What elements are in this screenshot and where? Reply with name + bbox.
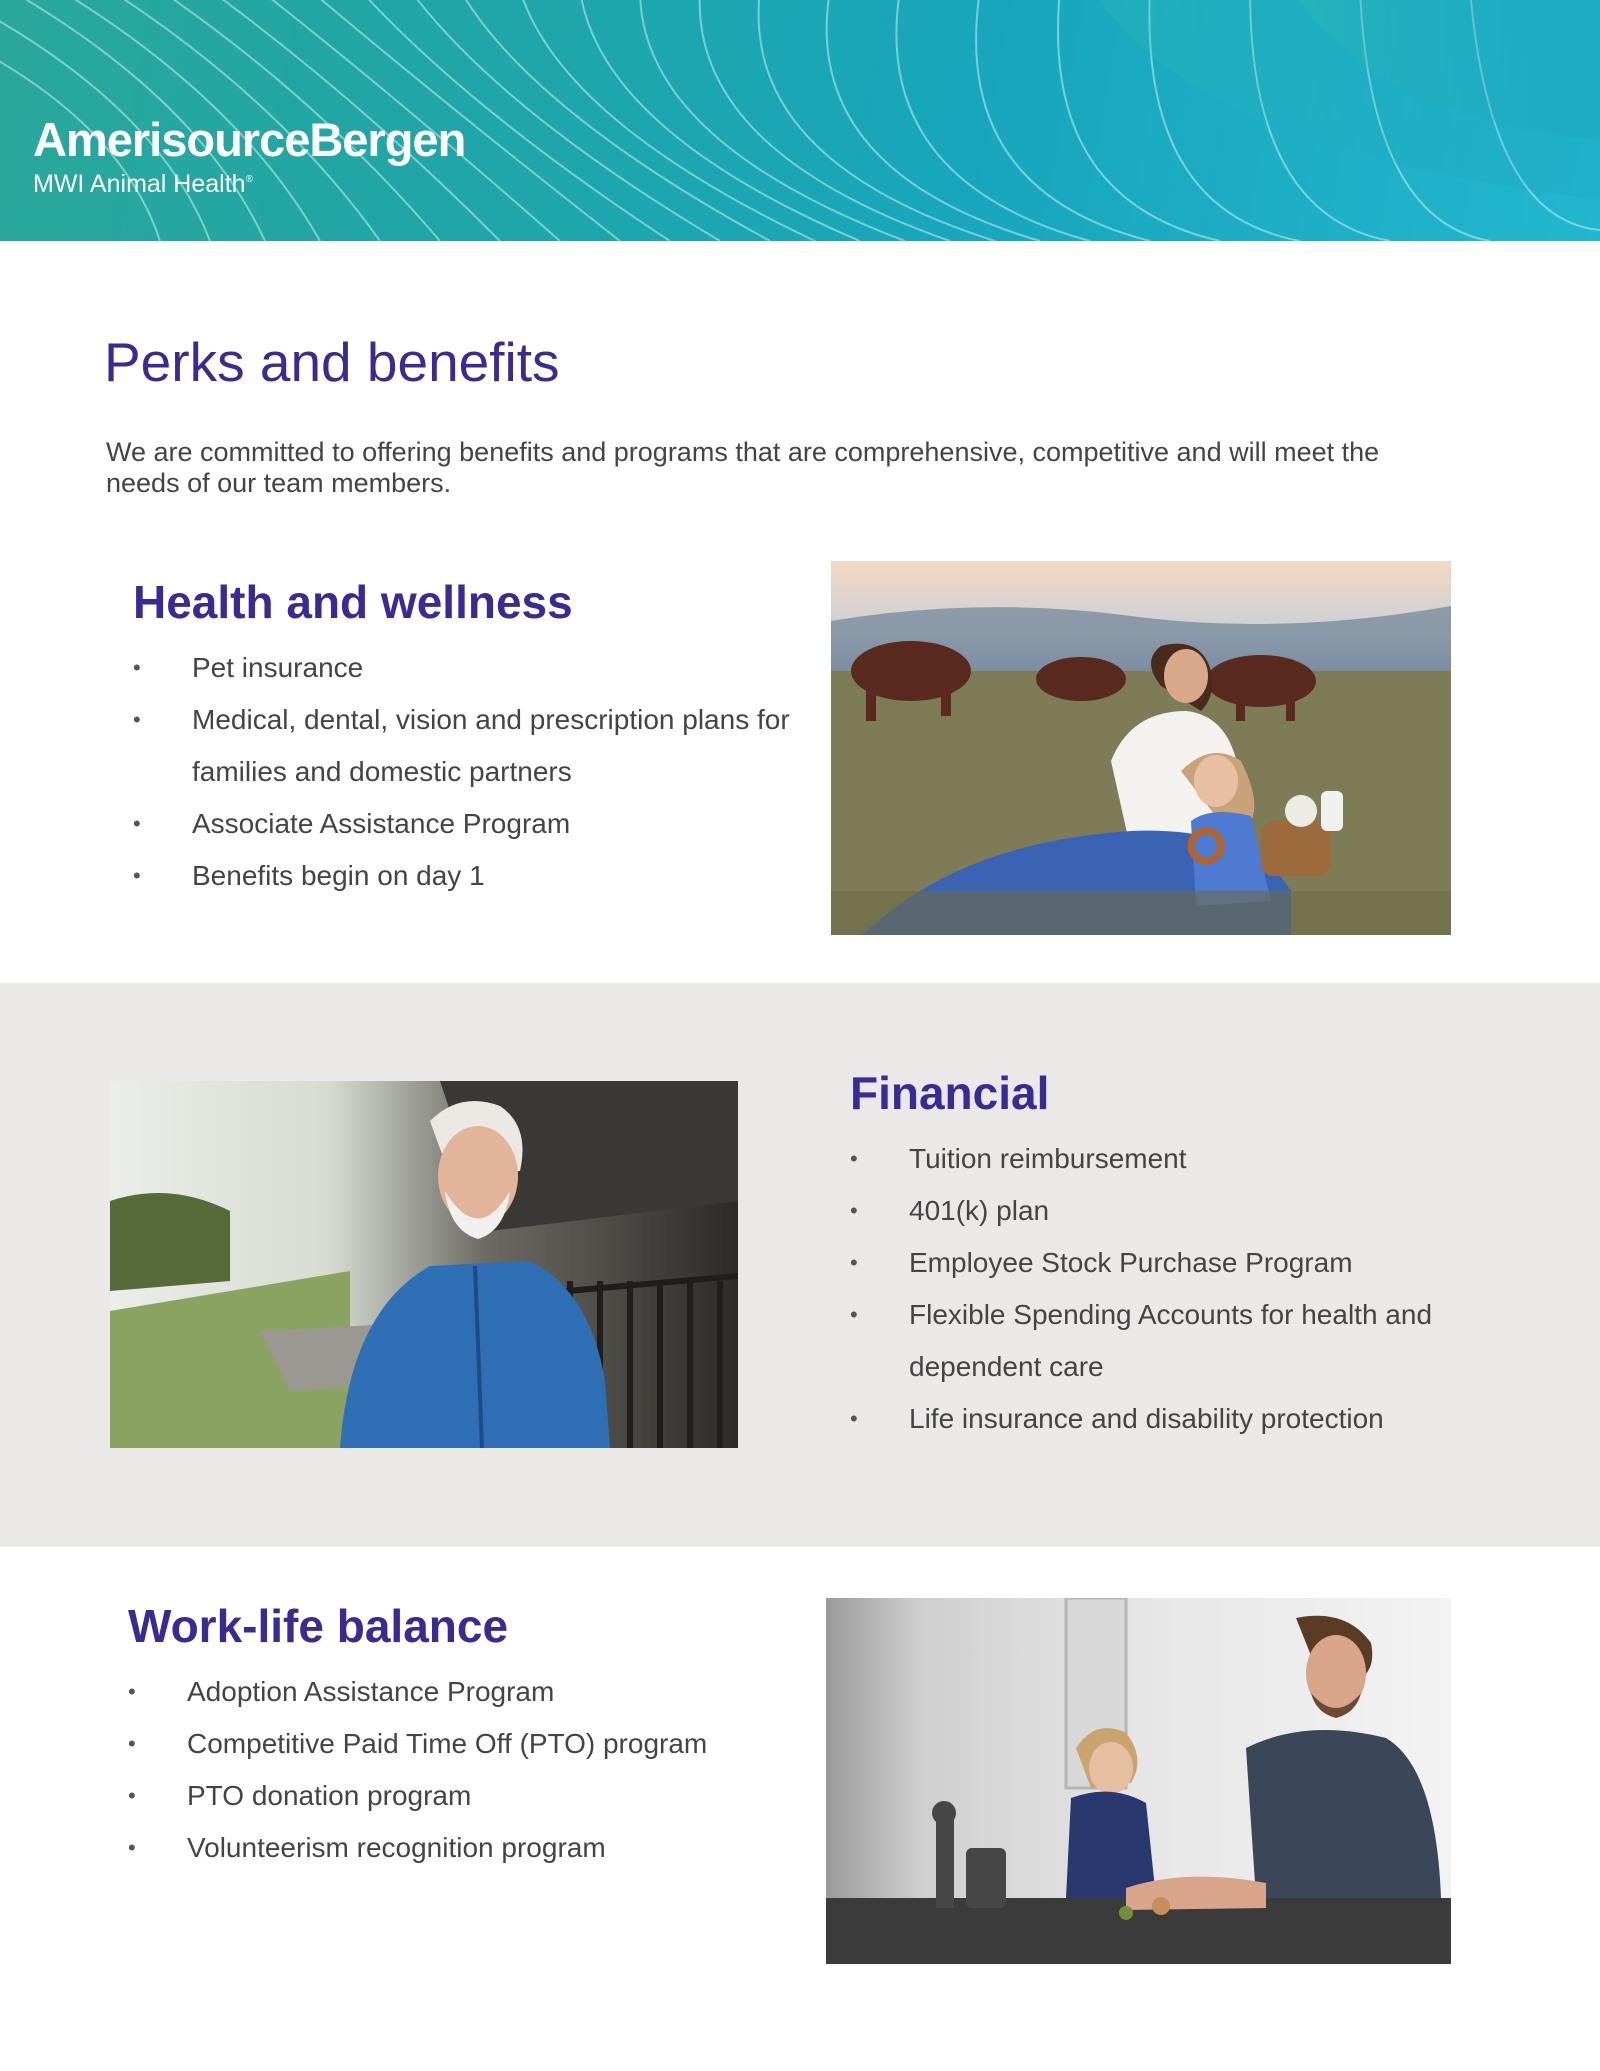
company-sub-brand <box>33 170 253 199</box>
list-item: • Benefits begin on day 1 <box>133 850 833 902</box>
intro-paragraph: We are committed to offering benefits and programs that are comprehensive, competitive and will meet the needs of our team members. <box>106 437 1380 498</box>
worklife-benefits-list <box>128 1666 848 1874</box>
health-heading: Health and wellness <box>133 576 573 628</box>
page-title: Perks and benefits <box>104 331 560 393</box>
sub-brand-text: MWI Animal Health <box>33 170 246 198</box>
list-item: • PTO donation program <box>128 1770 848 1822</box>
list-item: • Volunteerism recognition program <box>128 1822 848 1874</box>
list-item: • Employee Stock Purchase Program <box>850 1237 1510 1289</box>
father-daughter-kitchen-photo <box>826 1598 1451 1964</box>
health-benefits-list <box>133 642 833 902</box>
list-item: • Medical, dental, vision and prescription plans for families and domestic partners <box>133 694 813 798</box>
list-item: • Associate Assistance Program <box>133 798 833 850</box>
list-item: • 401(k) plan <box>850 1185 1510 1237</box>
list-item: • Flexible Spending Accounts for health and dependent care <box>850 1289 1490 1393</box>
list-item: • Life insurance and disability protection <box>850 1393 1510 1445</box>
company-logo: AmerisourceBergen <box>33 113 466 166</box>
senior-man-photo <box>110 1081 738 1448</box>
financial-benefits-list <box>850 1133 1510 1445</box>
financial-heading: Financial <box>850 1067 1050 1119</box>
list-item: • Tuition reimbursement <box>850 1133 1510 1185</box>
mother-daughter-photo <box>831 561 1451 935</box>
list-item: • Pet insurance <box>133 642 833 694</box>
list-item: • Adoption Assistance Program <box>128 1666 848 1718</box>
header-banner <box>0 0 1600 241</box>
worklife-heading: Work-life balance <box>128 1600 509 1652</box>
list-item: • Competitive Paid Time Off (PTO) program <box>128 1718 848 1770</box>
trademark-symbol: ® <box>245 174 253 185</box>
